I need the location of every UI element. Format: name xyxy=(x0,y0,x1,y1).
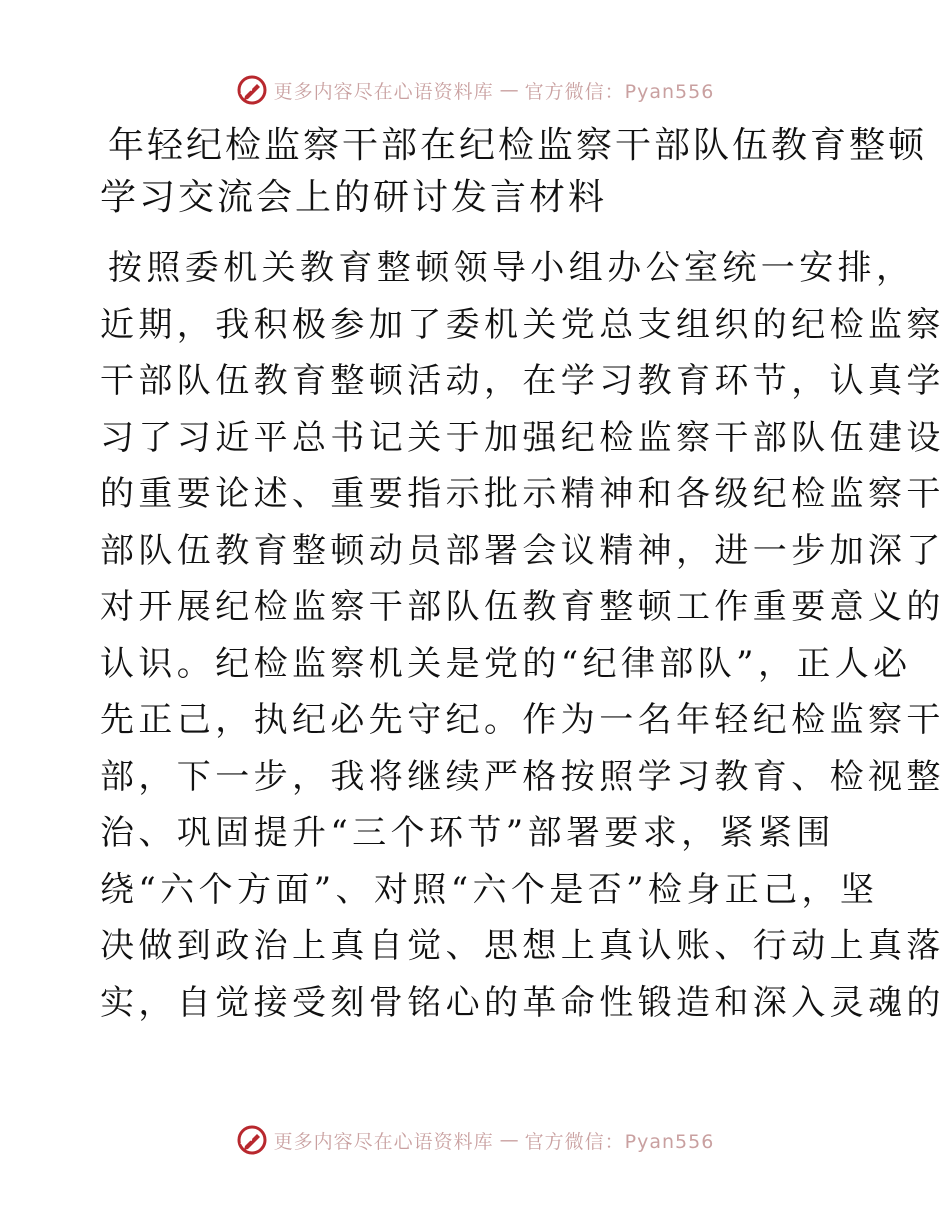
body-line: 部队伍教育整顿动员部署会议精神，进一步加深了 xyxy=(100,530,945,571)
body-line: 实，自觉接受刻骨铭心的革命性锻造和深入灵魂的 xyxy=(100,982,945,1023)
watermark-wechat: 官方微信：Pyan556 xyxy=(524,80,715,103)
body-line: 决做到政治上真自觉、思想上真认账、行动上真落 xyxy=(100,926,945,966)
body-line: 部，下一步，我将继续严格按照学习教育、检视整 xyxy=(100,756,945,797)
title-line: 年轻纪检监察干部在纪检监察干部队伍教育整顿 xyxy=(108,125,928,166)
header-watermark xyxy=(0,70,950,110)
body-line: 绕“六个方面”、对照“六个是否”检身正己，坚 xyxy=(100,869,879,910)
body-line: 对开展纪检监察干部队伍教育整顿工作重要意义的 xyxy=(100,587,945,627)
watermark-brand: 更多内容尽在心语资料库 xyxy=(273,1130,494,1153)
watermark-brand: 更多内容尽在心语资料库 xyxy=(273,80,494,103)
watermark-separator: — xyxy=(499,1129,519,1151)
footer-watermark xyxy=(0,1120,950,1160)
body-line: 的重要论述、重要指示批示精神和各级纪检监察干 xyxy=(100,474,945,514)
body-line: 干部队伍教育整顿活动，在学习教育环节，认真学 xyxy=(100,361,945,401)
title-line: 学习交流会上的研讨发言材料 xyxy=(100,177,608,218)
watermark-wechat: 官方微信：Pyan556 xyxy=(524,1130,715,1153)
document-title xyxy=(100,120,928,224)
pen-logo-icon xyxy=(236,1124,268,1156)
body-line: 近期，我积极参加了委机关党总支组织的纪检监察 xyxy=(100,304,945,345)
body-line: 按照委机关教育整顿领导小组办公室统一安排， xyxy=(108,248,915,288)
body-line: 认识。纪检监察机关是党的“纪律部队”，正人必 xyxy=(100,643,912,684)
pen-logo-icon xyxy=(236,74,268,106)
watermark-separator: — xyxy=(499,79,519,101)
document-body xyxy=(100,240,945,1031)
body-line: 习了习近平总书记关于加强纪检监察干部队伍建设 xyxy=(100,417,945,458)
body-line: 治、巩固提升“三个环节”部署要求，紧紧围 xyxy=(100,813,835,853)
body-line: 先正己，执纪必先守纪。作为一名年轻纪检监察干 xyxy=(100,700,945,740)
